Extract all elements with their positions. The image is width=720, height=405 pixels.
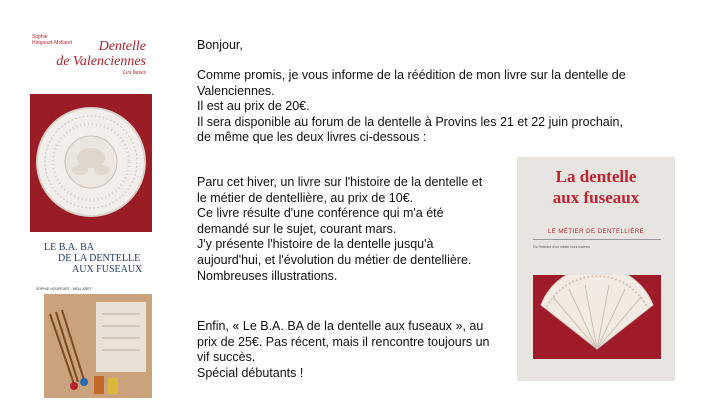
intro-line: de même que les deux livres ci-dessous : xyxy=(197,130,427,145)
book-author: SOPHIE HOUPEURT - MOLLARET xyxy=(36,287,92,291)
paragraph-line: aujourd'hui, et l'évolution du métier de dentellière. xyxy=(197,252,472,267)
divider xyxy=(533,239,661,240)
lace-doily-illustration xyxy=(30,94,152,232)
history-book-paragraph xyxy=(197,175,482,284)
book-cover-dentelle-de-valenciennes xyxy=(30,32,152,232)
paragraph-line: demandé sur le sujet, courant mars. xyxy=(197,221,397,236)
lace-fan-photo xyxy=(533,275,661,359)
intro-paragraph xyxy=(197,68,626,146)
lace-doily-image xyxy=(30,94,152,232)
bobbins-illustration xyxy=(44,294,152,398)
book-cover-le-ba-ba xyxy=(30,240,152,398)
book-cover-la-dentelle-aux-fuseaux xyxy=(517,157,675,381)
paragraph-line: vif succès. xyxy=(197,350,256,365)
greeting: Bonjour, xyxy=(197,38,243,52)
paragraph-line: Paru cet hiver, un livre sur l'histoire de la dentelle et xyxy=(197,175,483,189)
book-title-line-1: LE B.A. BA xyxy=(44,242,94,253)
intro-line: Il sera disponible au forum de la dentelle à Provins les 21 et 22 juin prochain, xyxy=(197,114,623,129)
book-subtitle: LE MÉTIER DE DENTELLIÈRE xyxy=(547,229,645,235)
intro-line: Valenciennes. xyxy=(197,83,275,98)
book-title-line-3: AUX FUSEAUX xyxy=(72,264,143,275)
paragraph-line: J'y présente l'histoire de la dentelle jusqu'à xyxy=(197,237,434,252)
intro-line: Il est au prix de 20€. xyxy=(197,99,310,114)
paragraph-line: Ce livre résulte d'une conférence qui m'a été xyxy=(197,206,444,221)
author-first-name: Sophie xyxy=(32,34,48,40)
lace-fan-illustration xyxy=(533,275,661,359)
paragraph-line: Enfin, « Le B.A. BA de la dentelle aux fuseaux », au xyxy=(197,319,484,333)
book-title-line-2: de Valenciennes xyxy=(56,54,146,69)
intro-line: Comme promis, je vous informe de la réédition de mon livre sur la dentelle de xyxy=(197,68,626,82)
book-subtitle: Les bases xyxy=(122,70,146,76)
ba-ba-book-paragraph xyxy=(197,319,490,381)
book-title-line-1: Dentelle xyxy=(98,39,146,54)
paragraph-line: Nombreuses illustrations. xyxy=(197,268,338,283)
book-tagline: Ou l'histoire d'un métier hors normes xyxy=(533,245,590,249)
book-title-line-1: La dentelle xyxy=(555,167,637,186)
book-title-line-2: aux fuseaux xyxy=(552,188,640,207)
lace-bobbins-photo xyxy=(44,294,152,398)
author-last-name: Houpeurt-Mollaret xyxy=(32,40,73,46)
paragraph-line: le métier de dentellière, au prix de 10€. xyxy=(197,190,414,205)
paragraph-line: prix de 25€. Pas récent, mais il rencontre toujours un xyxy=(197,334,490,349)
book-title-line-2: DE LA DENTELLE xyxy=(58,253,141,264)
paragraph-line: Spécial débutants ! xyxy=(197,365,304,380)
book-author xyxy=(32,34,72,46)
